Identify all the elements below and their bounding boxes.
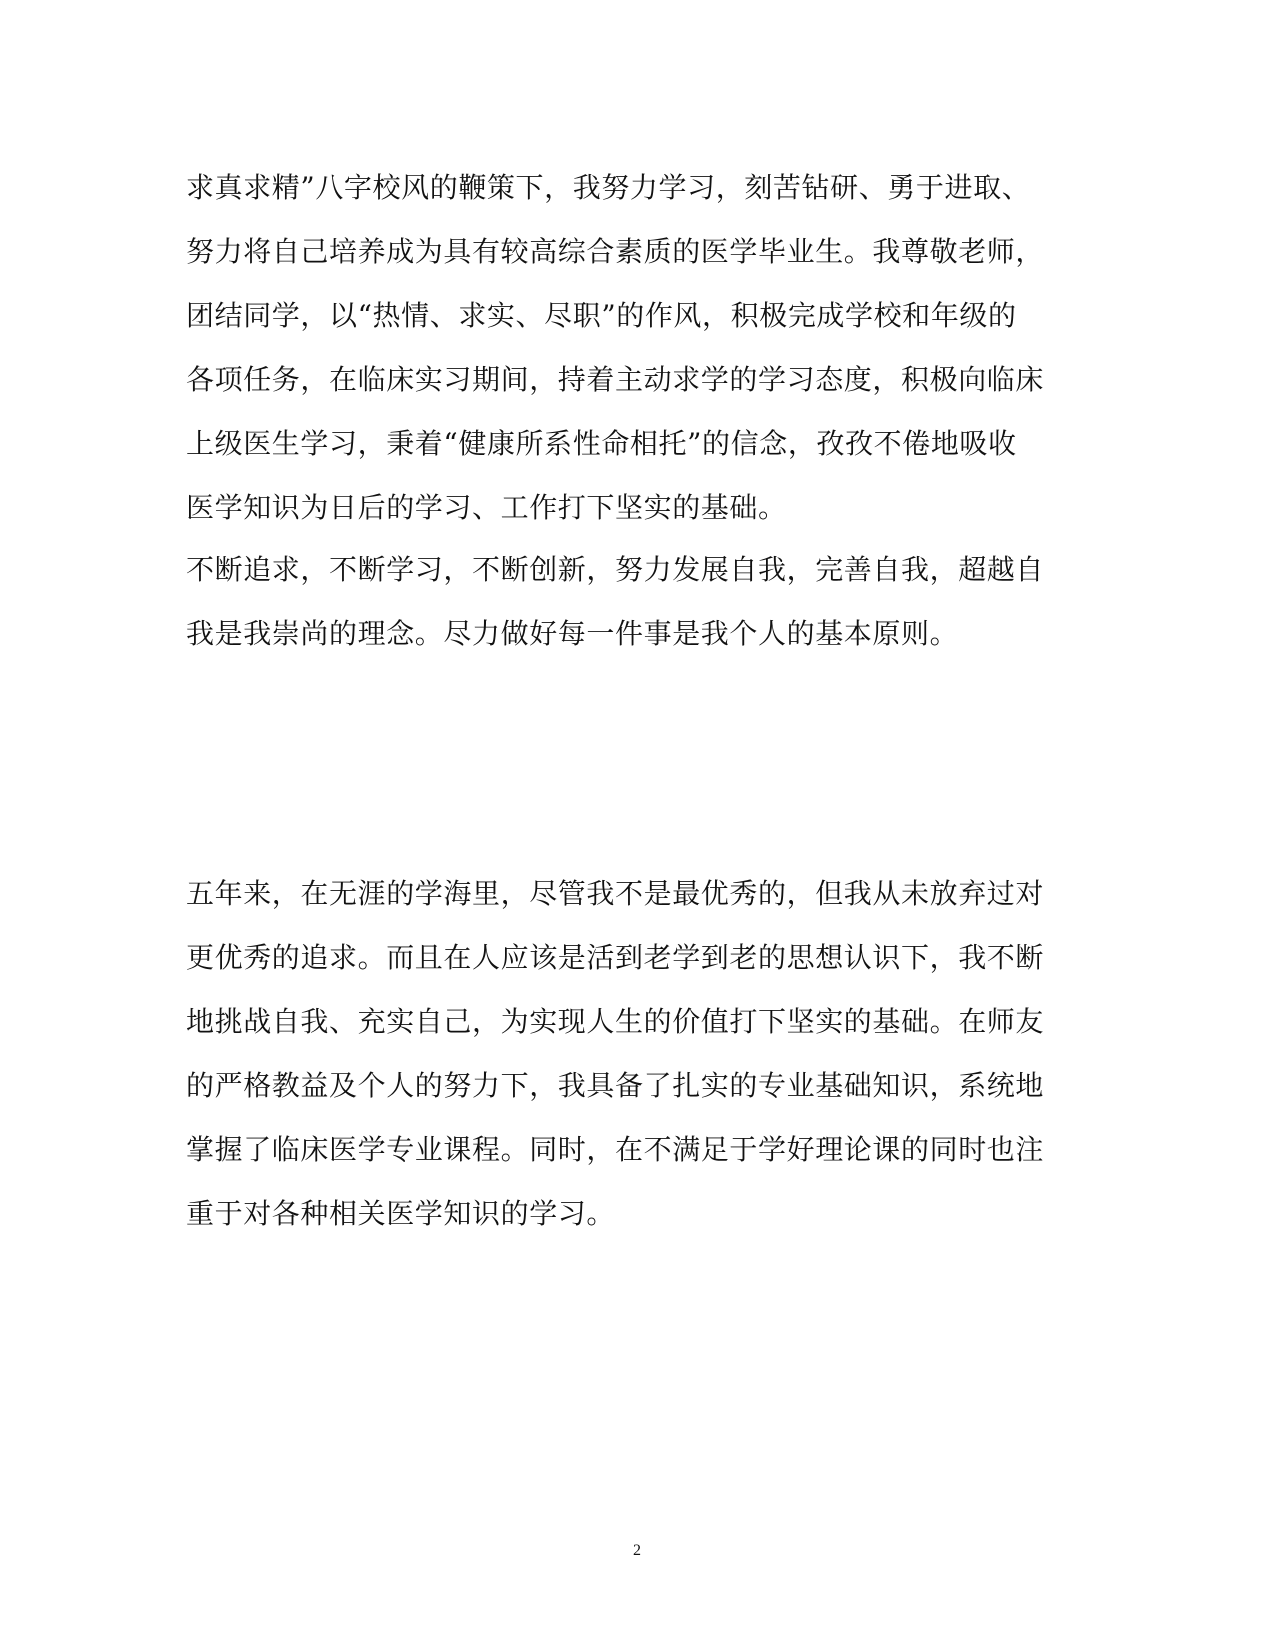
paragraph-3-line-2: 更优秀的追求。而且在人应该是活到老学到老的思想认识下，我不断 (186, 941, 1045, 974)
paragraph-2-line-2: 我是我崇尚的理念。尽力做好每一件事是我个人的基本原则。 (186, 617, 959, 650)
paragraph-1-line-1: 求真求精”八字校风的鞭策下，我努力学习，刻苦钻研、勇于进取、 (186, 171, 1031, 204)
paragraph-1-line-5: 上级医生学习，秉着“健康所系性命相托”的信念，孜孜不倦地吸收 (186, 427, 1017, 460)
paragraph-3-line-6: 重于对各种相关医学知识的学习。 (186, 1197, 616, 1230)
paragraph-2-line-1: 不断追求，不断学习，不断创新，努力发展自我，完善自我，超越自 (186, 553, 1045, 586)
paragraph-1-line-3: 团结同学，以“热情、求实、尽职”的作风，积极完成学校和年级的 (186, 299, 1017, 332)
paragraph-3-line-4: 的严格教益及个人的努力下，我具备了扎实的专业基础知识，系统地 (186, 1069, 1045, 1102)
paragraph-3-line-5: 掌握了临床医学专业课程。同时，在不满足于学好理论课的同时也注 (186, 1133, 1045, 1166)
paragraph-3-line-1: 五年来，在无涯的学海里，尽管我不是最优秀的，但我从未放弃过对 (186, 877, 1045, 910)
paragraph-1-line-6: 医学知识为日后的学习、工作打下坚实的基础。 (186, 491, 787, 524)
page-number: 2 (633, 1542, 641, 1559)
paragraph-1-line-2: 努力将自己培养成为具有较高综合素质的医学毕业生。我尊敬老师， (186, 235, 1045, 268)
paragraph-3-line-3: 地挑战自我、充实自己，为实现人生的价值打下坚实的基础。在师友 (186, 1005, 1045, 1038)
paragraph-1-line-4: 各项任务，在临床实习期间，持着主动求学的学习态度，积极向临床 (186, 363, 1045, 396)
